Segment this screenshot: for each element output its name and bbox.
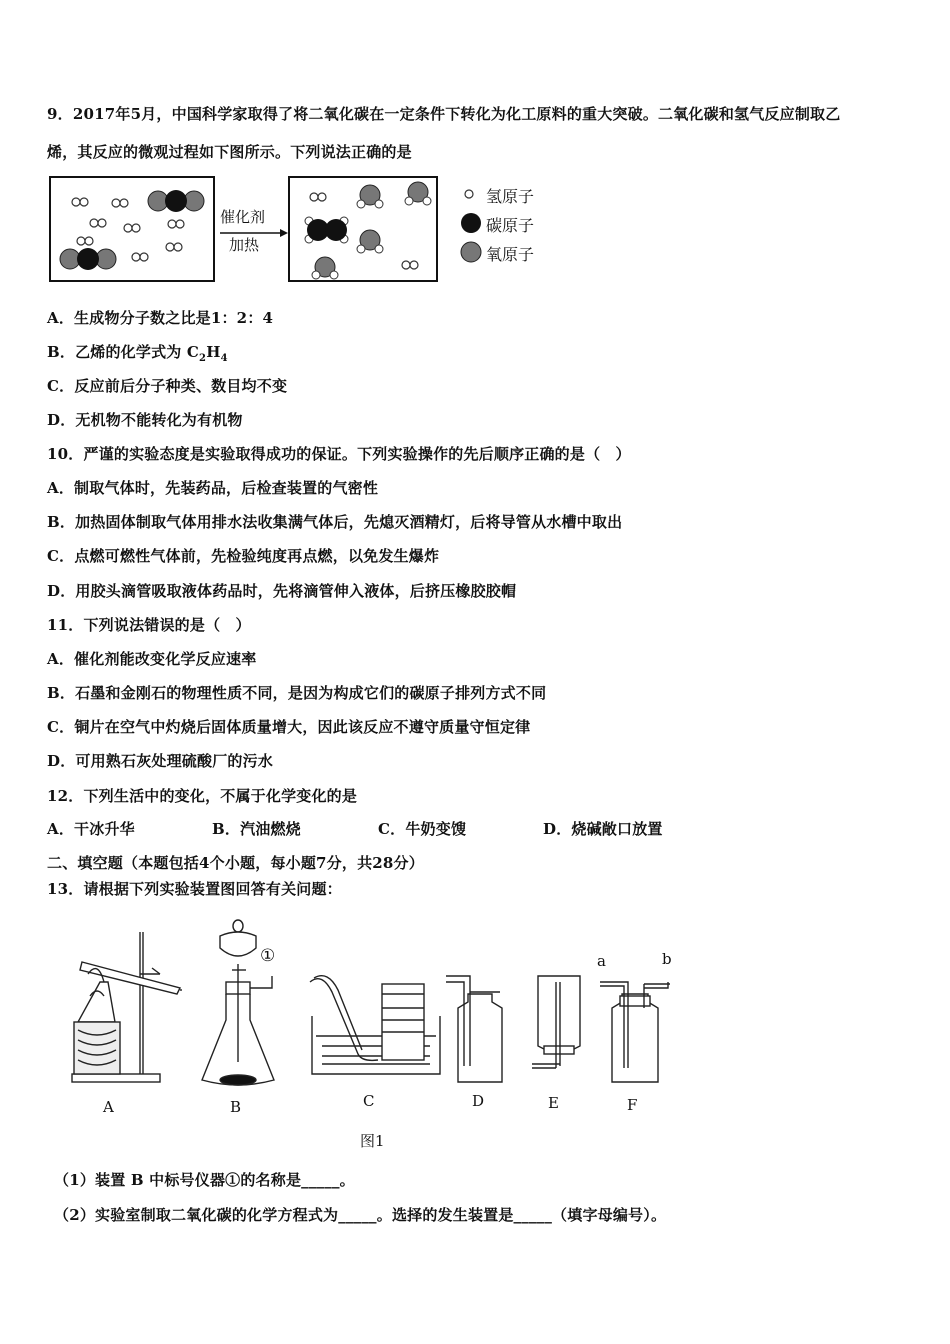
q9-option-c: C．反应前后分子种类、数目均不变 [47, 377, 288, 395]
apparatus-svg [60, 912, 700, 1122]
q13-sub1: （1）装置 B 中标号仪器①的名称是_____。 [54, 1171, 355, 1189]
q13-sub2: （2）实验室制取二氧化碳的化学方程式为_____。选择的发生装置是_____（填字母编号）。 [54, 1206, 667, 1224]
q10-option-b: B．加热固体制取气体用排水法收集满气体后，先熄灭酒精灯，后将导管从水槽中取出 [47, 513, 623, 531]
apparatus-label-a: A [103, 1098, 114, 1116]
q10-option-a: A．制取气体时，先装药品，后检查装置的气密性 [47, 479, 379, 497]
apparatus-b [202, 920, 274, 1085]
reaction-diagram [48, 175, 548, 285]
apparatus-label-b: B [230, 1098, 242, 1116]
arrow-condition-top: 催化剂 [220, 208, 266, 226]
figure-caption: 图1 [360, 1132, 385, 1150]
tube-label-b: b [662, 950, 672, 968]
q12-stem: 12．下列生活中的变化，不属于化学变化的是 [47, 787, 358, 805]
section-2-heading: 二、填空题（本题包括4个小题，每小题7分，共28分） [47, 854, 424, 872]
apparatus-c [310, 976, 440, 1074]
q11-option-d: D．可用熟石灰处理硫酸厂的污水 [47, 752, 274, 770]
legend-carbon-atom [461, 213, 481, 233]
q9-option-b [47, 341, 228, 364]
apparatus-figure [60, 912, 700, 1122]
apparatus-d [446, 976, 502, 1082]
q11-option-a: A．催化剂能改变化学反应速率 [47, 650, 257, 668]
q9-option-b-sub1: 2 [199, 353, 207, 364]
legend-carbon-label: 碳原子 [486, 216, 535, 235]
apparatus-a [72, 932, 182, 1082]
q9-stem-line1: 9．2017年5月，中国科学家取得了将二氧化碳在一定条件下转化为化工原料的重大突破。二氧化碳和氢气反应制取乙 [47, 105, 841, 123]
apparatus-label-e: E [548, 1094, 559, 1112]
q9-option-b-mid: H [206, 343, 221, 361]
q13-stem: 13．请根据下列实验装置图回答有关问题： [47, 880, 342, 898]
q10-option-c: C．点燃可燃性气体前，先检验纯度再点燃，以免发生爆炸 [47, 547, 440, 565]
legend-hydrogen-label: 氢原子 [486, 187, 535, 206]
q9-option-a: A．生成物分子数之比是1：2：4 [47, 309, 274, 327]
apparatus-label-f: F [627, 1096, 638, 1114]
marker-circled-1: ① [260, 946, 276, 966]
apparatus-label-c: C [363, 1092, 375, 1110]
tube-label-a: a [597, 952, 606, 970]
q12-option-c: C．牛奶变馊 [378, 820, 467, 838]
q9-option-d: D．无机物不能转化为有机物 [47, 411, 243, 429]
legend-oxygen-label: 氧原子 [486, 245, 535, 264]
q11-option-c: C．铜片在空气中灼烧后固体质量增大，因此该反应不遵守质量守恒定律 [47, 718, 531, 736]
q12-option-d: D．烧碱敞口放置 [543, 820, 663, 838]
q9-option-b-prefix: B．乙烯的化学式为 C [47, 343, 200, 361]
q9-stem-line2: 烯，其反应的微观过程如下图所示。下列说法正确的是 [47, 143, 412, 161]
q11-stem: 11．下列说法错误的是（ ） [47, 616, 251, 634]
legend-oxygen-atom [461, 242, 481, 262]
apparatus-label-d: D [472, 1092, 485, 1110]
q12-option-b: B．汽油燃烧 [212, 820, 301, 838]
apparatus-e [532, 976, 580, 1068]
q9-option-b-sub2: 4 [220, 353, 228, 364]
legend-hydrogen-atom [465, 190, 473, 198]
q11-option-b: B．石墨和金刚石的物理性质不同，是因为构成它们的碳原子排列方式不同 [47, 684, 547, 702]
apparatus-f [600, 982, 670, 1082]
arrow-condition-bottom: 加热 [229, 236, 260, 254]
q12-option-a: A．干冰升华 [47, 820, 135, 838]
co2-molecule-2 [60, 248, 116, 270]
q10-stem: 10．严谨的实验态度是实验取得成功的保证。下列实验操作的先后顺序正确的是（ ） [47, 445, 631, 463]
reaction-svg [48, 175, 548, 285]
co2-molecule-1 [148, 190, 204, 212]
q12-options [47, 818, 747, 839]
q10-option-d: D．用胶头滴管吸取液体药品时，先将滴管伸入液体，后挤压橡胶胶帽 [47, 582, 517, 600]
